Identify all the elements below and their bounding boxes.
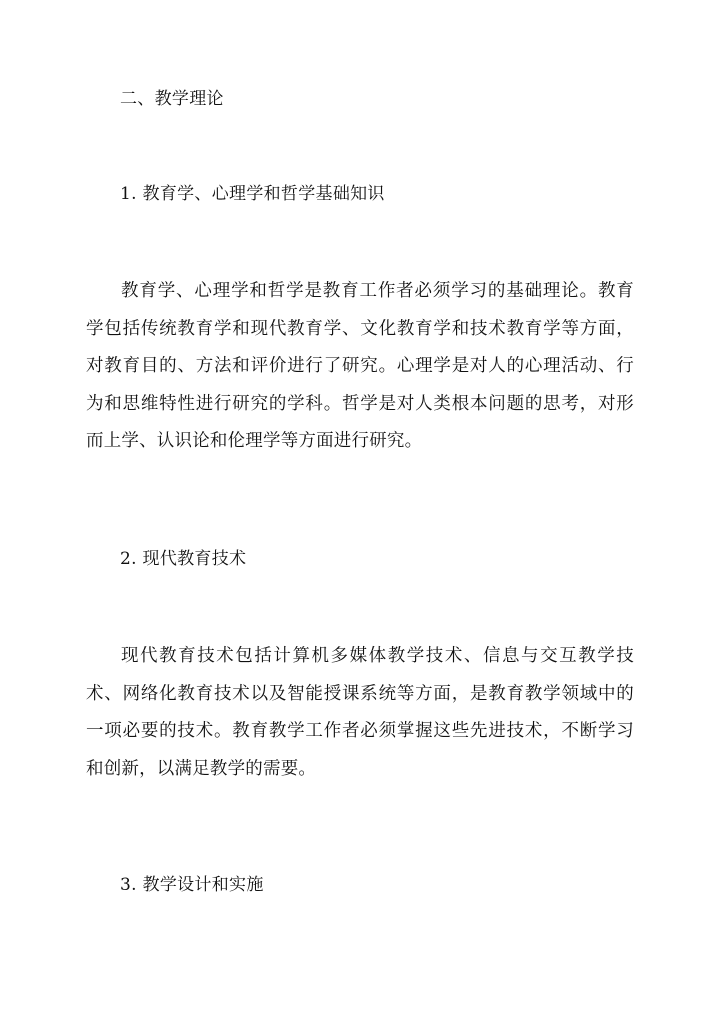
- subsection-heading-1: 1. 教育学、心理学和哲学基础知识: [120, 184, 385, 204]
- paragraph-education-technology: 现代教育技术包括计算机多媒体教学技术、信息与交互教学技术、网络化教育技术以及智能授课系统等方面，是教育教学领域中的一项必要的技术。教育教学工作者必须掌握这些先进技术，不断学习和创新，以满足教学的需要。: [86, 646, 634, 779]
- subsection-heading-3: 3. 教学设计和实施: [120, 875, 264, 895]
- paragraph-foundations: 教育学、心理学和哲学是教育工作者必须学习的基础理论。教育学包括传统教育学和现代教育学、文化教育学和技术教育学等方面，对教育目的、方法和评价进行了研究。心理学是对人的心理活动、行为和思维特性进行研究的学科。哲学是对人类根本问题的思考，对形而上学、认识论和伦理学等方面进行研究。: [86, 281, 634, 451]
- section-title: 二、教学理论: [120, 89, 224, 109]
- subsection-heading-2: 2. 现代教育技术: [120, 549, 247, 569]
